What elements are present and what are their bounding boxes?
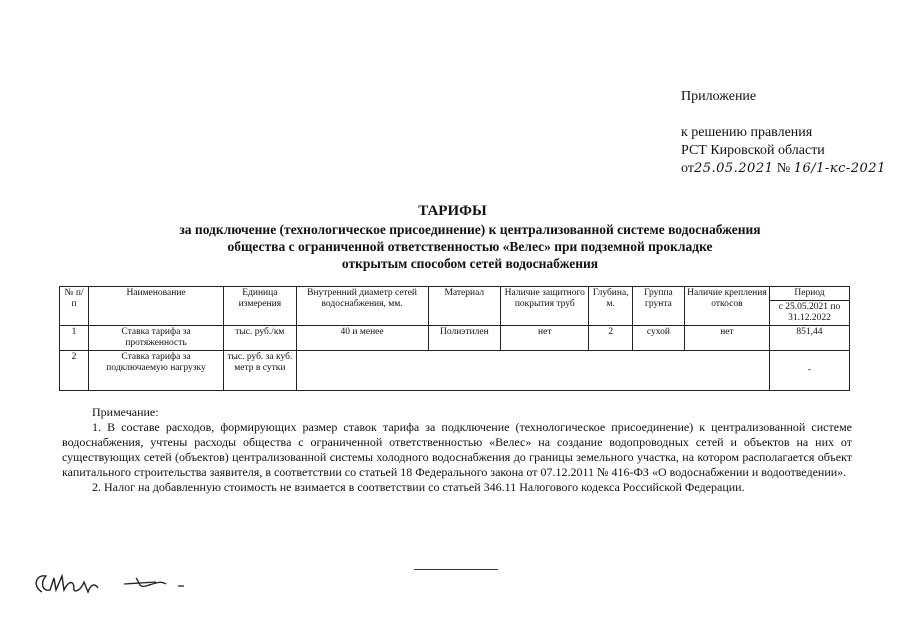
row1-depth: 2 <box>589 326 633 351</box>
header-fastening: Наличие крепления откосов <box>684 287 769 326</box>
notes-title: Примечание: <box>92 405 159 419</box>
appendix-line-2: РСТ Кировской области <box>681 143 825 158</box>
signature-stroke-1 <box>36 576 98 592</box>
header-period <box>769 287 849 326</box>
notes-block <box>62 405 852 495</box>
header-period-label: Период <box>794 288 825 298</box>
header-num: № п/п <box>60 287 89 326</box>
signature-stroke-2 <box>124 578 184 586</box>
row2-empty <box>296 351 769 391</box>
document-subtitle <box>110 221 830 272</box>
table-row <box>60 351 850 391</box>
row1-material: Полиэтилен <box>428 326 501 351</box>
row2-value: - <box>769 351 849 391</box>
row1-value: 851,44 <box>769 326 849 351</box>
row1-name: Ставка тарифа за протяженность <box>89 326 224 351</box>
row2-name: Ставка тарифа за подключаемую нагрузку <box>89 351 224 391</box>
header-soil: Группа грунта <box>632 287 684 326</box>
row2-num: 2 <box>60 351 89 391</box>
row1-soil: сухой <box>632 326 684 351</box>
header-name: Наименование <box>89 287 224 326</box>
appendix-block <box>681 88 886 178</box>
signature-image <box>28 568 218 604</box>
separator-line <box>414 569 498 570</box>
row1-num: 1 <box>60 326 89 351</box>
header-material: Материал <box>428 287 501 326</box>
table-row <box>60 326 850 351</box>
subtitle-line: общества с ограниченной ответственностью «Велес» при подземной прокладке <box>227 239 713 254</box>
appendix-line-1: к решению правления <box>681 125 813 140</box>
row1-coating: нет <box>501 326 589 351</box>
appendix-date-line <box>681 160 886 178</box>
tariffs-table <box>59 286 850 391</box>
appendix-number: 16/1-кс-2021 <box>793 161 886 176</box>
row1-diameter: 40 и менее <box>296 326 428 351</box>
row2-unit: тыс. руб. за куб. метр в сутки <box>224 351 297 391</box>
row1-fastening: нет <box>684 326 769 351</box>
header-unit: Единица измерения <box>224 287 297 326</box>
appendix-num-label: № <box>776 161 791 176</box>
appendix-date: 25.05.2021 <box>693 161 774 176</box>
header-depth: Глубина, м. <box>589 287 633 326</box>
note-item-2: 2. Налог на добавленную стоимость не взимается в соответствии со статьей 346.11 Налогового кодекса Российской Федерации. <box>92 480 745 494</box>
header-diameter: Внутренний диаметр сетей водоснабжения, мм. <box>296 287 428 326</box>
subtitle-line: открытым способом сетей водоснабжения <box>341 256 599 271</box>
appendix-prefix: от <box>681 161 694 176</box>
document-title: ТАРИФЫ <box>418 203 487 219</box>
table-header-row <box>60 287 850 326</box>
appendix-title: Приложение <box>681 89 757 104</box>
header-coating: Наличие защитного покрытия труб <box>501 287 589 326</box>
row1-unit: тыс. руб./км <box>224 326 297 351</box>
note-item-1: 1. В составе расходов, формирующих размер ставок тарифа за подключение (технологическое присоединение) к централизованной системе водоснабжения, учтены расходы общества с ограниченной ответственностью «Велес» на создание водопроводных сетей и объектов на них от существующих сетей (объектов) централизованной системы холодного водоснабжения до границы земельного участка, на котором располагается объект капитального строительства заявителя, в соответствии со статьей 18 Федерального закона от 07.12.2011 № 416-ФЗ «О водоснабжении и водоотведении». <box>62 420 852 479</box>
header-period-range: с 25.05.2021 по 31.12.2022 <box>770 300 849 325</box>
subtitle-line: за подключение (технологическое присоединение) к централизованной системе водоснабжения <box>179 222 761 237</box>
